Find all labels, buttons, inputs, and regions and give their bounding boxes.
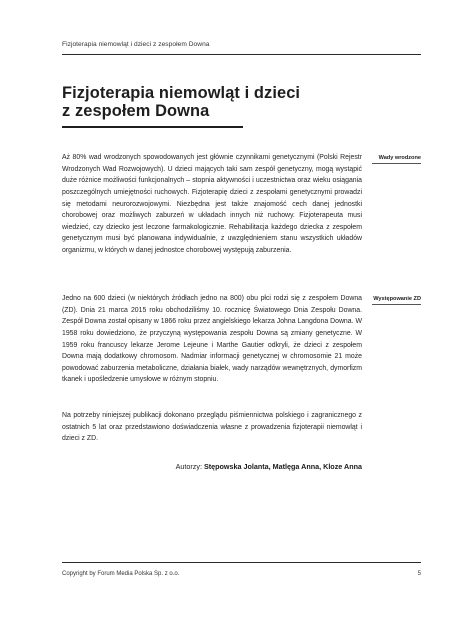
running-header: Fizjoterapia niemowląt i dzieci z zespołem Downa [62, 41, 210, 48]
page-title-line-1: Fizjoterapia niemowląt i dzieci [62, 84, 301, 102]
page-number: 5 [417, 571, 421, 577]
side-label-rule [372, 304, 421, 305]
sidebar-label-birth-defects [372, 155, 421, 164]
title-block [62, 84, 362, 128]
side-label-rule [372, 163, 421, 164]
side-label-text: Wady wrodzone [378, 155, 421, 161]
authors-prefix: Autorzy: [175, 462, 204, 471]
authors-line [62, 462, 362, 471]
authors-names: Stępowska Jolanta, Matlęga Anna, Kloze Anna [203, 462, 362, 471]
page-title-line-2: z zespołem Downa [62, 102, 210, 120]
header-divider [62, 54, 421, 55]
side-label-text: Występowanie ZD [373, 296, 421, 302]
paragraph-down-syndrome-occurrence: Jedno na 600 dzieci (w niektórych źródłach jedno na 800) obu płci rodzi się z zespołem Downa (ZD). Dnia 21 marca 2015 roku obchodziliśmy 10. rocznicę Światowego Dnia Zespołu Downa. Zespół Downa został opisany w 1866 roku przez angielskiego lekarza Johna Langdona Downa. W 1958 roku dowiedziono, że przyczyną występowania zespołu Downa są zmiany genetyczne. W 1959 roku francuscy lekarze Jerome Lejeune i Marthe Gautier odkryli, że dzieci z zespołem Downa mają dodatkowy chromosom. Nadmiar informacji genetycznej w chromosomie 21 może powodować zaburzenia metaboliczne, działania białek, wady narządów wewnętrznych, dymorfizm tkanek i upośledzenie umysłowe w różnym stopniu. [62, 295, 362, 384]
paragraph-review-note: Na potrzeby niniejszej publikacji dokonano przeglądu piśmiennictwa polskiego i zagranicznego z ostatnich 5 lat oraz przedstawiono doświadczenia własne z prowadzenia fizjoterapii niemowląt i dzieci z ZD. [62, 412, 362, 443]
sidebar-label-occurrence [372, 296, 421, 305]
paragraph-birth-defects: Aż 80% wad wrodzonych spowodowanych jest głównie czynnikami genetycznymi (Polski Rejestr Wrodzonych Wad Rozwojowych). U dzieci mających taki sam zespół genetyczny, mogą wystąpić duże różnice możliwości funkcjonalnych – stopnia aktywności i uczestnictwa oraz wieku osiągania poszczególnych umiejętności ruchowych. Fizjoterapię dzieci z zespołami genetycznymi prowadzi się metodami neurorozwojowymi. Niezbędna jest także znajomość cech danej jednostki chorobowej oraz możliwych zaburzeń w układach innych niż ruchowy. Fizjoterapeuta musi wiedzieć, czy dziecko jest leczone farmakologicznie. Rehabilitacja każdego dziecka z zespołem genetycznym musi być planowana indywidualnie, z uwzględnieniem stanu wszystkich układów organizmu, w których w danej jednostce chorobowej występują zaburzenia. [62, 154, 362, 254]
section-birth-defects [62, 152, 362, 257]
section-review-note [62, 410, 362, 445]
page-title [62, 84, 362, 120]
footer-divider [62, 562, 421, 563]
section-down-syndrome-occurrence [62, 293, 362, 386]
title-underline [62, 126, 243, 128]
footer-copyright: Copyright by Forum Media Polska Sp. z o.o. [62, 571, 180, 577]
